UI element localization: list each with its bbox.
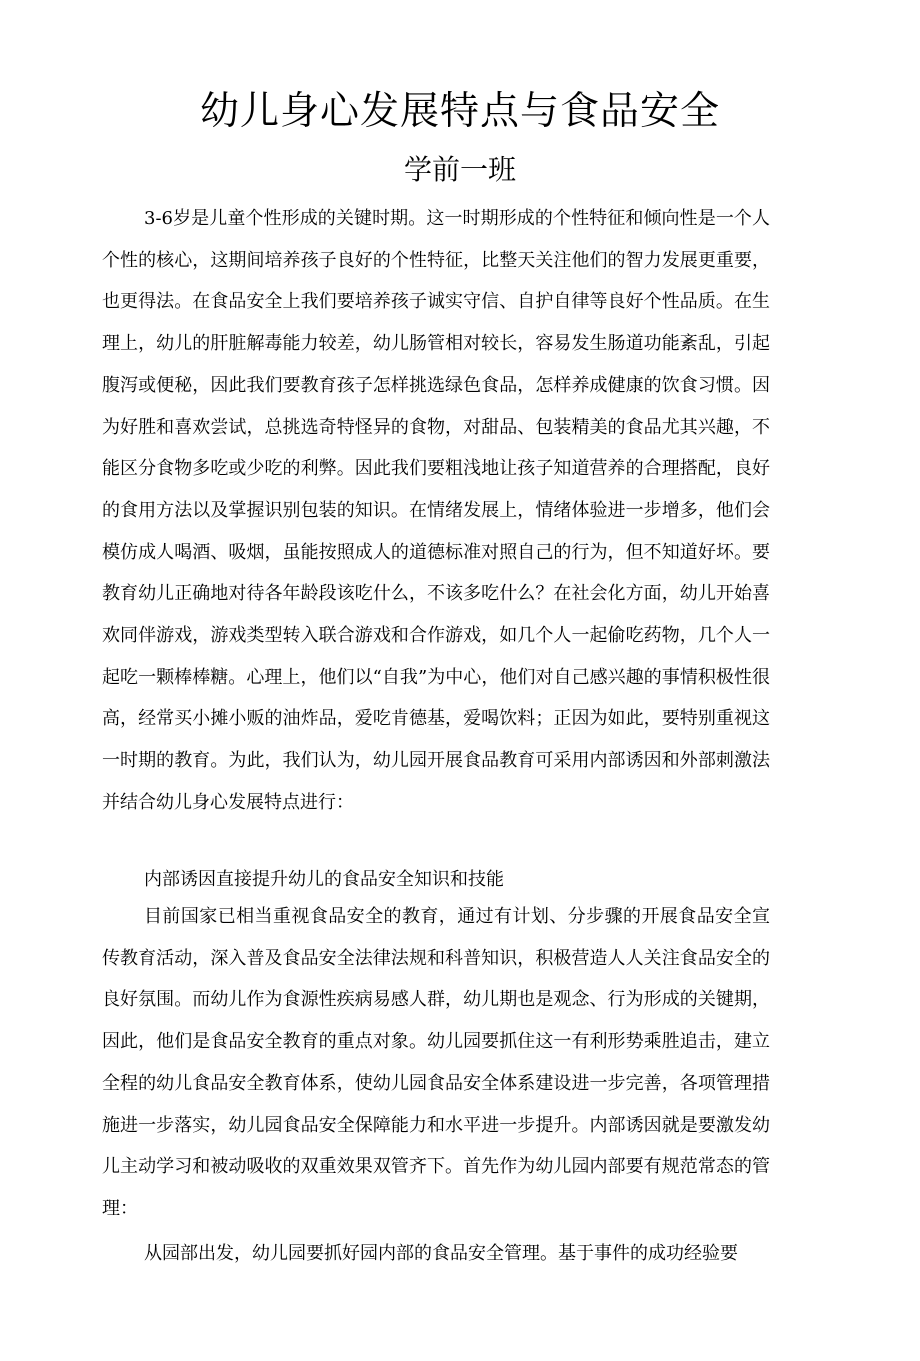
body-paragraph-3: 从园部出发，幼儿园要抓好园内部的食品安全管理。基于事件的成功经验要 xyxy=(144,1243,738,1264)
body-paragraph-2: 目前国家已相当重视食品安全的教育，通过有计划、分步骤的开展食品安全宣传教育活动，深入普及食品安全法律法规和科普知识，积极营造人人关注食品安全的良好氛围。而幼儿作为食源性疾病易感人群，幼儿期也是观念、行为形成的关键期，因此，他们是食品安全教育的重点对象。幼儿园要抓住这一有利形势乘胜追击，建立全程的幼儿食品安全教育体系，使幼儿园食品安全体系建设进一步完善，各项管理措施进一步落实，幼儿园食品安全保障能力和水平进一步提升。内部诱因就是要激发幼儿主动学习和被动吸收的双重效果双管齐下。首先作为幼儿园内部要有规范常态的管理： xyxy=(102,906,770,1219)
document-subtitle: 学前一班 xyxy=(403,153,516,186)
document-title: 幼儿身心发展特点与食品安全 xyxy=(199,89,720,134)
body-paragraph-1: 3-6岁是儿童个性形成的关键时期。这一时期形成的个性特征和倾向性是一个人个性的核心，这期间培养孩子良好的个性特征，比整天关注他们的智力发展更重要，也更得法。在食品安全上我们要培养孩子诚实守信、自护自律等良好个性品质。在生理上，幼儿的肝脏解毒能力较差，幼儿肠管相对较长，容易发生肠道功能紊乱，引起腹泻或便秘，因此我们要教育孩子怎样挑选绿色食品，怎样养成健康的饮食习惯。因为好胜和喜欢尝试，总挑选奇特怪异的食物，对甜品、包装精美的食品尤其兴趣，不能区分食物多吃或少吃的利弊。因此我们要粗浅地让孩子知道营养的合理搭配，良好的食用方法以及掌握识别包装的知识。在情绪发展上，情绪体验进一步增多，他们会模仿成人喝酒、吸烟，虽能按照成人的道德标准对照自己的行为，但不知道好坏。要教育幼儿正确地对待各年龄段该吃什么，不该多吃什么？在社会化方面，幼儿开始喜欢同伴游戏，游戏类型转入联合游戏和合作游戏，如几个人一起偷吃药物，几个人一起吃一颗棒棒糖。心理上，他们以“自我”为中心，他们对自己感兴趣的事情积极性很高，经常买小摊小贩的油炸品，爱吃肯德基，爱喝饮料；正因为如此，要特别重视这一时期的教育。为此，我们认为，幼儿园开展食品教育可采用内部诱因和外部刺激法并结合幼儿身心发展特点进行： xyxy=(102,208,770,813)
section-heading: 内部诱因直接提升幼儿的食品安全知识和技能 xyxy=(144,869,504,890)
